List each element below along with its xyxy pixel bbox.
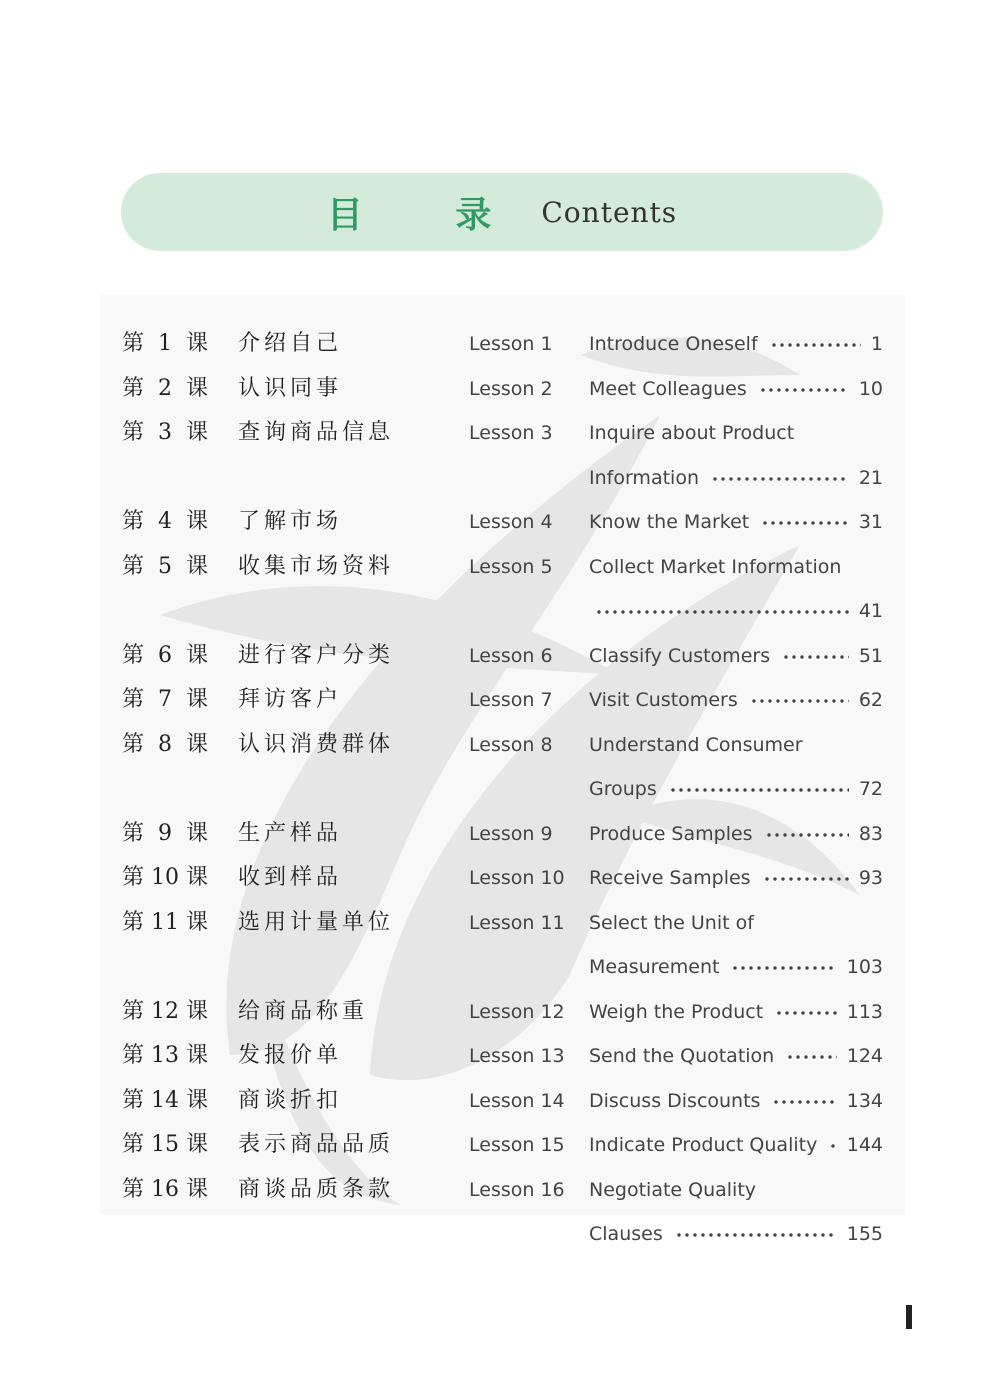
lesson-prefix-di: 第	[122, 420, 145, 445]
dot-leader	[759, 388, 849, 392]
lesson-suffix-ke: 课	[186, 553, 209, 579]
dot-leader	[772, 1100, 836, 1104]
lesson-number-zh: 16	[151, 1176, 179, 1202]
toc-entry[interactable]	[0, 1123, 1005, 1167]
lesson-prefix-di: 第	[122, 687, 145, 712]
lesson-title-en-line	[589, 990, 883, 1034]
lesson-label-en: Lesson 12	[469, 1000, 565, 1023]
lesson-page-number: 1	[870, 333, 883, 355]
lesson-title-zh: 生产样品	[238, 820, 343, 846]
lesson-number-zh: 8	[158, 731, 172, 757]
lesson-title-zh: 表示商品品质	[238, 1132, 395, 1157]
lesson-page-number: 41	[858, 600, 883, 622]
lesson-title-zh: 拜访客户	[238, 687, 343, 712]
lesson-suffix-ke: 课	[186, 1132, 209, 1157]
lesson-label-en: Lesson 7	[469, 689, 553, 711]
lesson-title-zh: 收集市场资料	[238, 553, 395, 579]
lesson-title-en: Inquire about Product	[589, 422, 795, 444]
lesson-prefix-di: 第	[122, 1176, 145, 1202]
lesson-suffix-ke: 课	[186, 731, 209, 757]
lesson-title-en-line	[589, 723, 883, 767]
lesson-title-en-line	[589, 767, 883, 811]
dot-leader	[675, 1233, 837, 1237]
lesson-suffix-ke: 课	[186, 1087, 209, 1113]
lesson-prefix-di: 第	[122, 331, 145, 356]
dot-leader	[669, 788, 849, 792]
lesson-title-en: Receive Samples	[589, 867, 751, 889]
lesson-prefix-di: 第	[122, 998, 145, 1024]
lesson-number-zh: 10	[151, 865, 179, 890]
lesson-page-number: 72	[858, 778, 883, 800]
lesson-title-en: Discuss Discounts	[589, 1089, 761, 1112]
lesson-title-en-line	[589, 901, 883, 945]
lesson-label-en: Lesson 16	[469, 1178, 565, 1201]
lesson-page-number: 93	[858, 867, 883, 889]
lesson-title-zh: 选用计量单位	[238, 909, 395, 935]
lesson-suffix-ke: 课	[186, 865, 209, 890]
lesson-title-zh: 认识同事	[238, 375, 343, 401]
lesson-title-en: Produce Samples	[589, 822, 753, 845]
lesson-label-en: Lesson 11	[469, 911, 565, 934]
toc-entry[interactable]	[0, 812, 1005, 856]
lesson-title-en: Indicate Product Quality	[589, 1134, 818, 1156]
lesson-number-zh: 7	[158, 687, 172, 712]
dot-leader	[595, 610, 849, 614]
lesson-title-en: Select the Unit of	[589, 911, 754, 934]
toc-entry[interactable]	[0, 901, 1005, 978]
lesson-label-en: Lesson 6	[469, 644, 553, 667]
lesson-page-number: 124	[846, 1045, 883, 1067]
dot-leader	[763, 877, 849, 881]
lesson-page-number: 103	[846, 956, 883, 978]
dot-leader	[786, 1055, 837, 1059]
lesson-title-en-line	[589, 411, 883, 455]
lesson-page-number: 83	[858, 822, 883, 845]
toc-entry[interactable]	[0, 1034, 1005, 1078]
lesson-label-en: Lesson 8	[469, 733, 553, 756]
lesson-number-zh: 1	[158, 331, 172, 356]
lesson-number-zh: 3	[158, 420, 172, 445]
lesson-title-en: Information	[589, 466, 699, 489]
lesson-suffix-ke: 课	[186, 1176, 209, 1202]
lesson-title-en-line	[589, 1034, 883, 1078]
lesson-title-en-line	[589, 812, 883, 856]
contents-title-zh: 目 录	[326, 194, 532, 236]
lesson-title-en-line	[589, 1123, 883, 1167]
lesson-suffix-ke: 课	[186, 331, 209, 356]
lesson-suffix-ke: 课	[186, 909, 209, 935]
toc-entry[interactable]	[0, 723, 1005, 800]
lesson-title-zh: 进行客户分类	[238, 642, 395, 668]
lesson-title-en: Meet Colleagues	[589, 377, 747, 400]
lesson-suffix-ke: 课	[186, 642, 209, 668]
lesson-title-zh: 介绍自己	[238, 331, 343, 356]
toc-entry[interactable]	[0, 990, 1005, 1034]
lesson-label-en: Lesson 1	[469, 333, 553, 355]
lesson-number-zh: 6	[158, 642, 172, 668]
lesson-title-en: Know the Market	[589, 511, 750, 533]
dot-leader	[731, 966, 836, 970]
lesson-page-number: 62	[858, 689, 883, 711]
lesson-page-number: 144	[846, 1134, 883, 1156]
toc-entry[interactable]	[0, 367, 1005, 411]
toc-entry[interactable]	[0, 1079, 1005, 1123]
lesson-number-zh: 2	[158, 375, 172, 401]
dot-leader	[761, 521, 849, 525]
lesson-title-en: Negotiate Quality	[589, 1178, 757, 1201]
lesson-prefix-di: 第	[122, 375, 145, 401]
lesson-label-en: Lesson 9	[469, 822, 553, 845]
toc-entry[interactable]	[0, 678, 1005, 722]
lesson-title-en-line	[589, 1079, 883, 1123]
page-number-mark	[906, 1305, 912, 1329]
lesson-title-en: Understand Consumer	[589, 733, 803, 756]
lesson-page-number: 31	[858, 511, 883, 533]
lesson-title-en: Visit Customers	[589, 689, 738, 711]
lesson-prefix-di: 第	[122, 865, 145, 890]
dot-leader	[765, 833, 849, 837]
lesson-prefix-di: 第	[122, 909, 145, 935]
lesson-title-en-line	[589, 322, 883, 366]
lesson-suffix-ke: 课	[186, 1043, 209, 1068]
lesson-title-en-line	[589, 945, 883, 989]
lesson-prefix-di: 第	[122, 1043, 145, 1068]
lesson-title-en: Classify Customers	[589, 644, 771, 667]
toc-entry[interactable]	[0, 500, 1005, 544]
lesson-title-en-line	[589, 456, 883, 500]
toc-entry[interactable]	[0, 411, 1005, 489]
lesson-number-zh: 15	[151, 1132, 179, 1157]
dot-leader	[782, 655, 849, 659]
lesson-title-en: Groups	[589, 778, 657, 800]
lesson-title-en: Send the Quotation	[589, 1045, 775, 1067]
dot-leader	[711, 477, 849, 481]
lesson-suffix-ke: 课	[186, 375, 209, 401]
lesson-title-en-line	[589, 500, 883, 544]
lesson-title-zh: 了解市场	[238, 509, 343, 534]
dot-leader	[750, 699, 849, 703]
lesson-number-zh: 12	[151, 998, 179, 1024]
lesson-number-zh: 13	[151, 1043, 179, 1068]
lesson-title-en: Weigh the Product	[589, 1000, 764, 1023]
lesson-title-en-line	[589, 678, 883, 722]
dot-leader	[770, 343, 861, 347]
lesson-title-zh: 商谈品质条款	[238, 1176, 395, 1202]
toc-entry[interactable]	[0, 322, 1005, 366]
lesson-title-en-line	[589, 856, 883, 900]
lesson-prefix-di: 第	[122, 553, 145, 579]
lesson-label-en: Lesson 3	[469, 422, 553, 444]
lesson-title-en: Introduce Oneself	[589, 333, 758, 355]
lesson-suffix-ke: 课	[186, 687, 209, 712]
lesson-prefix-di: 第	[122, 509, 145, 534]
lesson-prefix-di: 第	[122, 1087, 145, 1113]
lesson-page-number: 134	[846, 1089, 883, 1112]
lesson-suffix-ke: 课	[186, 509, 209, 534]
lesson-page-number: 51	[858, 644, 883, 667]
lesson-label-en: Lesson 15	[469, 1134, 565, 1156]
lesson-label-en: Lesson 14	[469, 1089, 565, 1112]
lesson-suffix-ke: 课	[186, 998, 209, 1024]
toc-entry[interactable]	[0, 856, 1005, 900]
lesson-label-en: Lesson 10	[469, 867, 565, 889]
lesson-label-en: Lesson 13	[469, 1045, 565, 1067]
lesson-label-en: Lesson 2	[469, 377, 553, 400]
lesson-page-number: 155	[846, 1223, 883, 1245]
lesson-title-en-line	[589, 545, 883, 589]
lesson-page-number: 10	[858, 377, 883, 400]
lesson-title-en-line	[589, 1212, 883, 1256]
lesson-label-en: Lesson 5	[469, 555, 553, 578]
lesson-title-en-line	[589, 1168, 883, 1212]
lesson-prefix-di: 第	[122, 820, 145, 846]
toc-entry[interactable]	[0, 545, 1005, 622]
lesson-number-zh: 4	[158, 509, 172, 534]
lesson-title-zh: 认识消费群体	[238, 731, 395, 757]
lesson-title-zh: 发报价单	[238, 1043, 343, 1068]
lesson-title-en: Clauses	[589, 1223, 663, 1245]
lesson-number-zh: 9	[158, 820, 172, 846]
lesson-page-number: 113	[846, 1000, 883, 1023]
lesson-number-zh: 11	[151, 909, 179, 935]
lesson-number-zh: 14	[151, 1087, 179, 1113]
lesson-suffix-ke: 课	[186, 420, 209, 445]
contents-title-en: Contents	[541, 195, 678, 229]
lesson-title-zh: 查询商品信息	[238, 420, 395, 445]
lesson-title-zh: 商谈折扣	[238, 1087, 343, 1113]
toc-entry[interactable]	[0, 1168, 1005, 1245]
lesson-prefix-di: 第	[122, 731, 145, 757]
lesson-title-en-line	[589, 634, 883, 678]
lesson-prefix-di: 第	[122, 1132, 145, 1157]
lesson-title-en: Collect Market Information	[589, 555, 842, 578]
lesson-title-zh: 给商品称重	[238, 998, 369, 1024]
lesson-title-en: Measurement	[589, 956, 720, 978]
lesson-prefix-di: 第	[122, 642, 145, 668]
dot-leader	[829, 1144, 836, 1148]
lesson-title-en-line	[589, 589, 883, 633]
lesson-suffix-ke: 课	[186, 820, 209, 846]
toc-entry[interactable]	[0, 634, 1005, 678]
lesson-title-en-line	[589, 367, 883, 411]
lesson-page-number: 21	[858, 466, 883, 489]
lesson-title-zh: 收到样品	[238, 865, 343, 890]
lesson-number-zh: 5	[158, 553, 172, 579]
dot-leader	[775, 1011, 837, 1015]
lesson-label-en: Lesson 4	[469, 511, 553, 533]
